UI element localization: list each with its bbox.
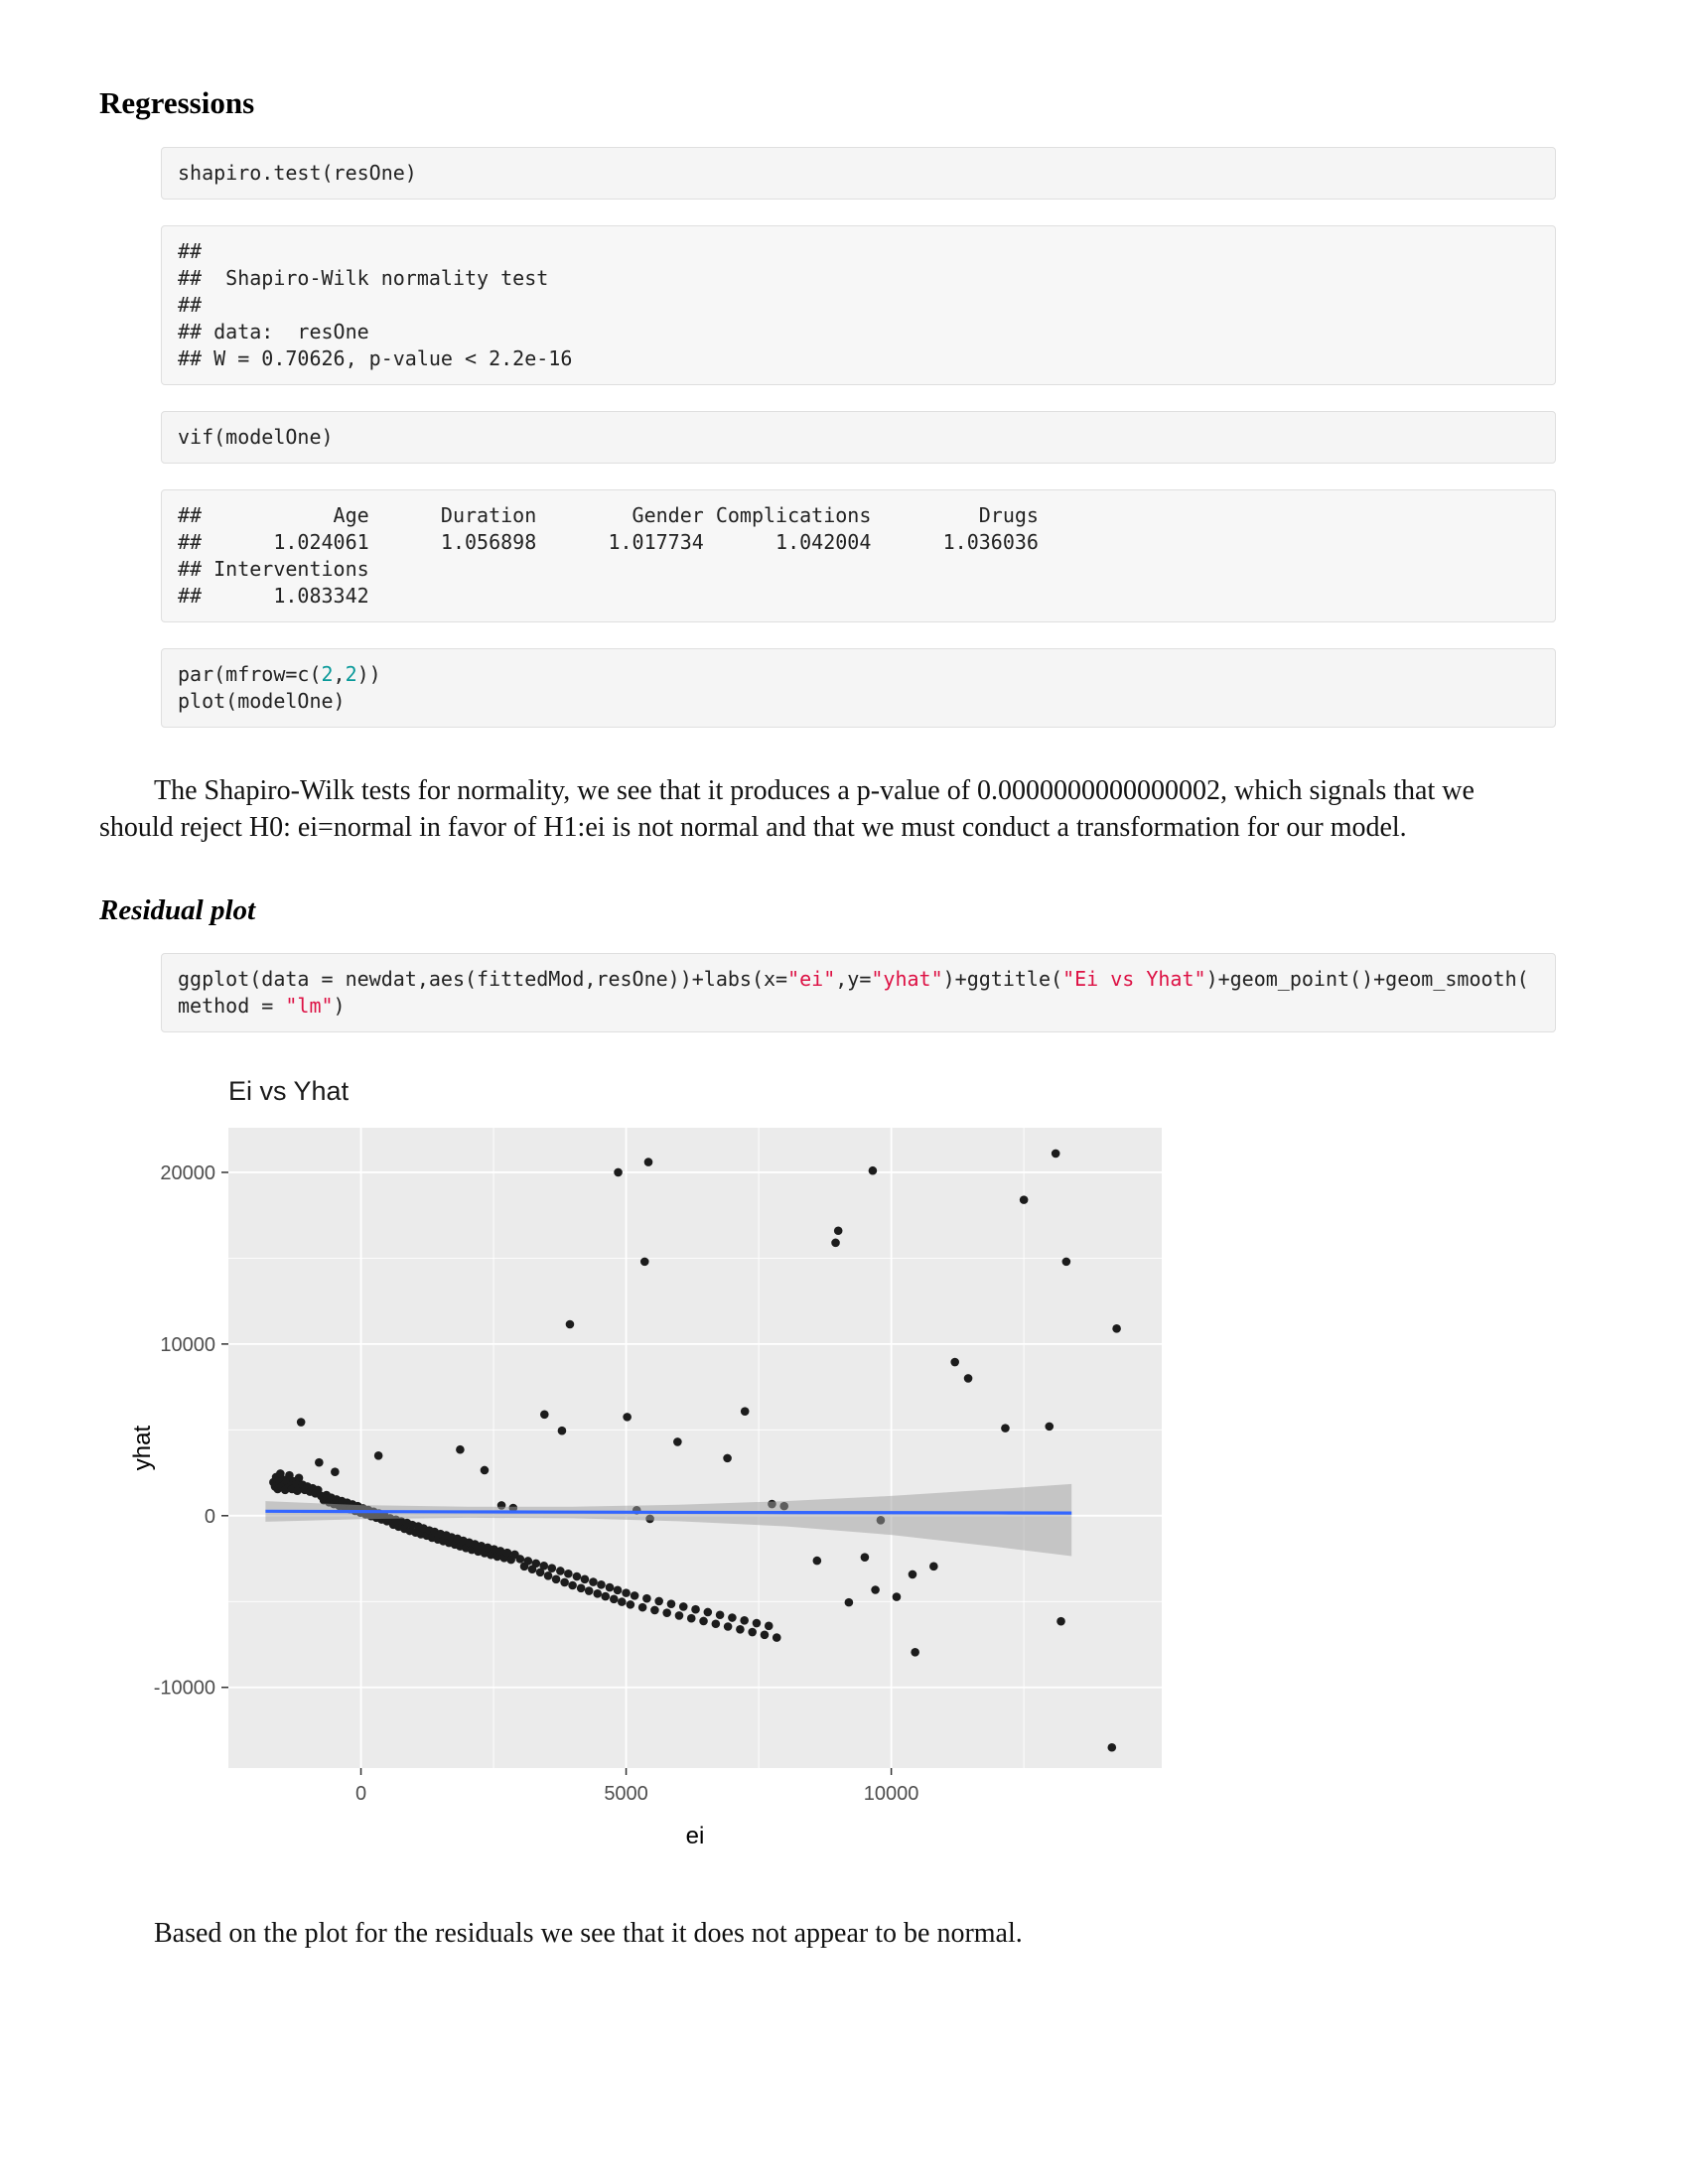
- scatter-point: [773, 1633, 781, 1642]
- scatter-point: [723, 1453, 732, 1462]
- scatter-point: [704, 1608, 713, 1617]
- scatter-point: [667, 1599, 676, 1608]
- scatter-point: [654, 1597, 663, 1606]
- code-block-ggplot: [161, 953, 1556, 1032]
- scatter-point: [642, 1594, 651, 1603]
- scatter-point: [650, 1606, 659, 1615]
- x-axis-title: ei: [685, 1822, 705, 1849]
- scatter-point: [675, 1611, 684, 1620]
- y-tick-label: 20000: [160, 1161, 215, 1184]
- scatter-point: [871, 1585, 880, 1594]
- scatter-point: [606, 1583, 615, 1592]
- scatter-point: [315, 1458, 324, 1467]
- y-tick-label: 10000: [160, 1333, 215, 1356]
- scatter-point: [560, 1578, 569, 1587]
- scatter-point: [736, 1625, 745, 1634]
- scatter-point: [631, 1591, 639, 1600]
- scatter-point: [761, 1630, 770, 1639]
- scatter-point: [331, 1467, 340, 1476]
- scatter-point: [834, 1226, 843, 1235]
- scatter-point: [601, 1592, 610, 1601]
- scatter-point: [699, 1617, 708, 1626]
- scatter-point: [627, 1600, 635, 1609]
- scatter-point: [556, 1567, 565, 1575]
- scatter-point: [861, 1553, 870, 1562]
- scatter-point: [673, 1437, 682, 1446]
- scatter-point: [929, 1562, 938, 1570]
- code-text-par-plot: par(mfrow=c(2,2)) plot(modelOne): [178, 662, 381, 713]
- scatter-point: [523, 1557, 532, 1566]
- y-tick-label: -10000: [153, 1677, 215, 1700]
- scatter-point: [728, 1613, 737, 1622]
- residual-scatter-plot: [124, 1066, 1177, 1865]
- scatter-point: [481, 1466, 490, 1475]
- scatter-point: [566, 1320, 575, 1329]
- scatter-point: [1056, 1617, 1065, 1626]
- scatter-point: [581, 1574, 590, 1583]
- code-block-vif: [161, 411, 1556, 464]
- scatter-point: [540, 1410, 549, 1419]
- scatter-point: [539, 1562, 548, 1570]
- scatter-point: [1112, 1324, 1121, 1333]
- scatter-point: [753, 1619, 762, 1628]
- scatter-point: [662, 1608, 671, 1617]
- scatter-point: [558, 1427, 567, 1435]
- code-block-shapiro-test: [161, 147, 1556, 200]
- scatter-point: [911, 1648, 919, 1657]
- scatter-point: [909, 1570, 917, 1579]
- scatter-point: [456, 1445, 465, 1454]
- scatter-point: [1020, 1195, 1029, 1204]
- code-block-par-plot: [161, 648, 1556, 728]
- heading-regressions: Regressions: [99, 85, 255, 120]
- scatter-point: [597, 1580, 606, 1589]
- code-text-shapiro-test: shapiro.test(resOne): [178, 161, 417, 185]
- scatter-point: [638, 1603, 647, 1612]
- scatter-point: [740, 1616, 749, 1625]
- output-text-shapiro-result: ## ## Shapiro-Wilk normality test ## ## data: resOne ## W = 0.70626, p-value < 2.2e-16: [178, 239, 573, 370]
- scatter-point: [614, 1585, 623, 1594]
- scatter-point: [748, 1628, 757, 1637]
- scatter-point: [623, 1413, 632, 1422]
- scatter-point: [564, 1570, 573, 1578]
- scatter-point: [640, 1257, 649, 1266]
- paragraph-residual-conclusion: Based on the plot for the residuals we see that it does not appear to be normal.: [154, 1917, 1023, 1949]
- output-block-shapiro-result: [161, 225, 1556, 385]
- scatter-point: [593, 1589, 602, 1598]
- scatter-point: [765, 1621, 774, 1630]
- x-tick-label: 5000: [604, 1782, 648, 1805]
- output-text-vif-result: ## Age Duration Gender Complications Drugs ## 1.024061 1.056898 1.017734 1.042004 1.036036 ## Interventions ## 1.083342: [178, 503, 1051, 608]
- code-text-ggplot: ggplot(data = newdat,aes(fittedMod,resOne))+labs(x="ei",y="yhat")+ggtitle("Ei vs Yhat")+geom_point()+geom_smooth( method = "lm"): [178, 966, 1529, 1018]
- scatter-point: [1001, 1424, 1010, 1433]
- scatter-point: [831, 1238, 840, 1247]
- scatter-point: [964, 1374, 973, 1383]
- scatter-point: [531, 1559, 540, 1568]
- regression-line: [265, 1511, 1071, 1513]
- scatter-point: [568, 1581, 577, 1590]
- scatter-point: [544, 1571, 553, 1580]
- scatter-point: [687, 1614, 696, 1623]
- scatter-point: [644, 1158, 653, 1166]
- scatter-point: [610, 1594, 619, 1603]
- scatter-point: [547, 1564, 556, 1572]
- scatter-point: [297, 1418, 306, 1427]
- scatter-point: [712, 1619, 721, 1628]
- paragraph-shapiro-interpretation: The Shapiro-Wilk tests for normality, we see that it produces a p-value of 0.0000000000000002, which signals that we should reject H0: ei=normal in favor of H1:ei is not normal and that we must conduct a transformation for our model.: [99, 775, 1475, 843]
- scatter-point: [893, 1592, 902, 1601]
- scatter-point: [573, 1572, 582, 1581]
- scatter-point: [1052, 1150, 1060, 1159]
- scatter-point: [552, 1574, 561, 1583]
- scatter-point: [950, 1358, 959, 1367]
- x-tick-label: 10000: [863, 1782, 919, 1805]
- scatter-point: [374, 1451, 383, 1460]
- scatter-point: [1045, 1422, 1054, 1431]
- plot-panel: [228, 1128, 1162, 1768]
- scatter-point: [515, 1555, 524, 1564]
- scatter-point: [869, 1166, 878, 1175]
- scatter-point: [589, 1577, 598, 1586]
- scatter-point: [691, 1605, 700, 1614]
- scatter-point: [724, 1622, 733, 1631]
- y-tick-label: 0: [204, 1505, 215, 1528]
- scatter-point: [679, 1602, 688, 1611]
- scatter-point: [1062, 1257, 1071, 1266]
- heading-residual-plot: Residual plot: [99, 893, 256, 926]
- y-axis-title: yhat: [129, 1425, 156, 1471]
- scatter-point: [622, 1588, 631, 1597]
- plot-title: Ei vs Yhat: [228, 1075, 350, 1106]
- output-block-vif-result: [161, 489, 1556, 622]
- scatter-point: [577, 1583, 586, 1592]
- scatter-point: [845, 1598, 854, 1607]
- x-tick-label: 0: [354, 1782, 367, 1805]
- scatter-point: [585, 1586, 594, 1595]
- scatter-point: [716, 1610, 725, 1619]
- scatter-point: [813, 1557, 822, 1566]
- code-text-vif: vif(modelOne): [178, 425, 334, 449]
- scatter-point: [741, 1407, 750, 1416]
- scatter-point: [1107, 1743, 1116, 1752]
- scatter-point: [614, 1168, 623, 1177]
- residual-plot-figure: [124, 1066, 1559, 1870]
- scatter-point: [618, 1597, 627, 1606]
